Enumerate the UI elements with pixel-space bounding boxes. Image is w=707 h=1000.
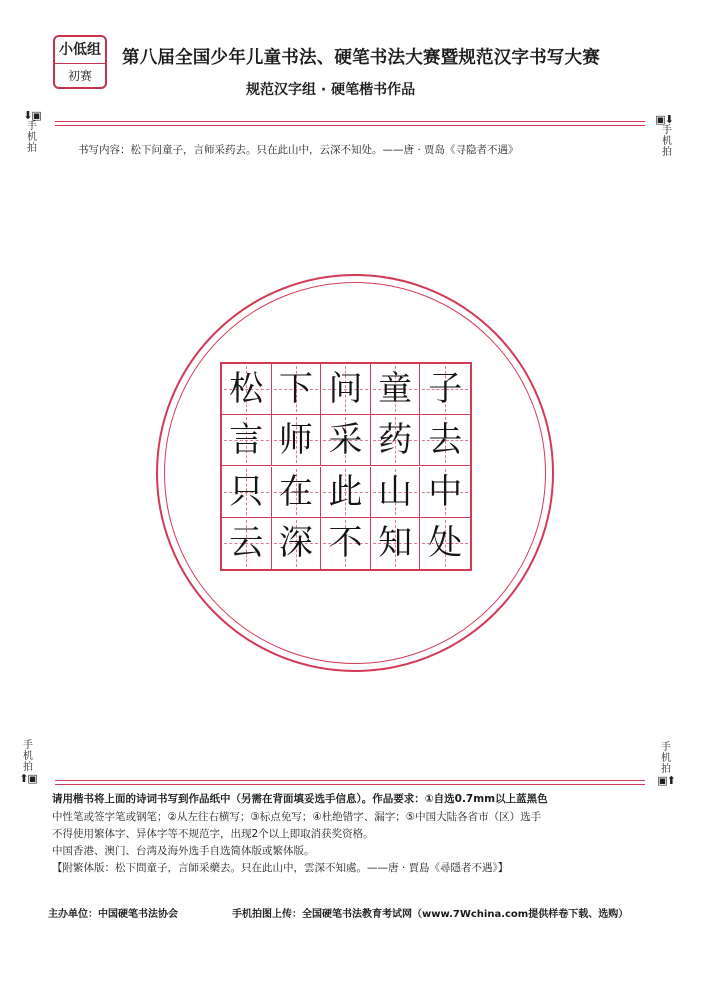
grid-cell — [371, 415, 421, 466]
corner-label-bl: 手机拍 — [23, 740, 33, 773]
writing-grid — [220, 362, 472, 571]
grid-character: 不 — [328, 522, 363, 563]
grid-cell — [272, 518, 322, 569]
grid-character: 知 — [378, 522, 413, 563]
grid-cell — [272, 415, 322, 466]
camera-arrow-icon: ▣⬇ — [655, 113, 673, 126]
instructions-line-1: 请用楷书将上面的诗词书写到作品纸中（另需在背面填妥选手信息）。作品要求：①自选0.7mm以上蓝黑色 — [52, 793, 548, 805]
grid-character: 采 — [328, 420, 363, 461]
grid-cell — [272, 467, 322, 518]
grid-character: 处 — [428, 522, 463, 563]
grid-cell — [420, 364, 470, 415]
grid-cell — [321, 364, 371, 415]
grid-character: 山 — [378, 471, 413, 512]
grid-cell — [321, 518, 371, 569]
grid-character: 在 — [278, 471, 313, 512]
top-divider — [55, 121, 645, 126]
contest-subtitle: 规范汉字组 · 硬笔楷书作品 — [246, 82, 416, 98]
grid-character: 下 — [278, 369, 313, 409]
grid-character: 中 — [428, 471, 463, 512]
grid-character: 去 — [428, 420, 463, 461]
grid-character: 此 — [328, 471, 363, 512]
grid-cell — [321, 467, 371, 518]
grid-cell — [371, 364, 421, 415]
grid-cell — [222, 364, 272, 415]
top-left-photo-marker — [22, 110, 42, 154]
contest-title: 第八届全国少年儿童书法、硬笔书法大赛暨规范汉字书写大赛 — [122, 48, 600, 68]
grid-character: 药 — [378, 420, 413, 461]
organizer-text: 主办单位：中国硬笔书法协会 — [48, 909, 178, 920]
instructions-line-2: 中性笔或签字笔或钢笔；②从左往右横写；③标点免写；④杜绝错字、漏字；⑤中国大陆各省市（区）选手 — [52, 811, 542, 823]
arrow-camera-icon: ⬇▣ — [23, 109, 41, 122]
grid-cell — [222, 467, 272, 518]
grid-cell — [222, 415, 272, 466]
badge-group-label: 小低组 — [55, 37, 105, 64]
upload-info-text: 手机拍图上传：全国硬笔书法教育考试网（www.7Wchina.com提供样卷下载、选购） — [232, 909, 629, 920]
grid-character: 云 — [229, 522, 264, 563]
writing-content-line: 书写内容：松下问童子，言师采药去。只在此山中，云深不知处。——唐 · 贾岛《寻隐者不遇》 — [78, 144, 519, 156]
grid-cell — [371, 518, 421, 569]
arrow-up-camera-icon: ⬆▣ — [19, 772, 37, 785]
corner-label-tr: 手机拍 — [662, 125, 672, 158]
grid-character: 只 — [229, 471, 264, 512]
grid-cell — [321, 415, 371, 466]
grid-character: 童 — [378, 369, 413, 409]
bottom-left-photo-marker — [18, 740, 38, 784]
grid-character: 师 — [278, 420, 313, 461]
grid-cell — [420, 467, 470, 518]
instructions-line-5: 【附繁体版：松下問童子，言師采藥去。只在此山中，雲深不知處。——唐 · 賈島《尋隱者不遇》】 — [52, 862, 509, 874]
group-badge — [53, 35, 107, 89]
grid-cell — [420, 518, 470, 569]
grid-character: 问 — [328, 369, 363, 409]
camera-arrow-up-icon: ▣⬆ — [657, 774, 675, 787]
top-right-photo-marker — [654, 114, 674, 158]
grid-cell — [272, 364, 322, 415]
grid-cell — [420, 415, 470, 466]
badge-round-label: 初赛 — [67, 69, 92, 83]
corner-label-tl: 手机拍 — [27, 121, 37, 154]
bottom-divider — [55, 780, 645, 785]
corner-label-br: 手机拍 — [661, 742, 671, 775]
grid-cell — [222, 518, 272, 569]
grid-cell — [371, 467, 421, 518]
grid-character: 言 — [229, 420, 264, 461]
grid-character: 子 — [428, 369, 463, 409]
grid-character: 松 — [229, 369, 264, 409]
grid-character: 深 — [278, 522, 313, 563]
instructions-line-4: 中国香港、澳门、台湾及海外选手自选简体版或繁体版。 — [52, 845, 315, 857]
instructions-line-3: 不得使用繁体字、异体字等不规范字，出现2个以上即取消获奖资格。 — [52, 828, 374, 840]
bottom-right-photo-marker — [656, 742, 676, 786]
